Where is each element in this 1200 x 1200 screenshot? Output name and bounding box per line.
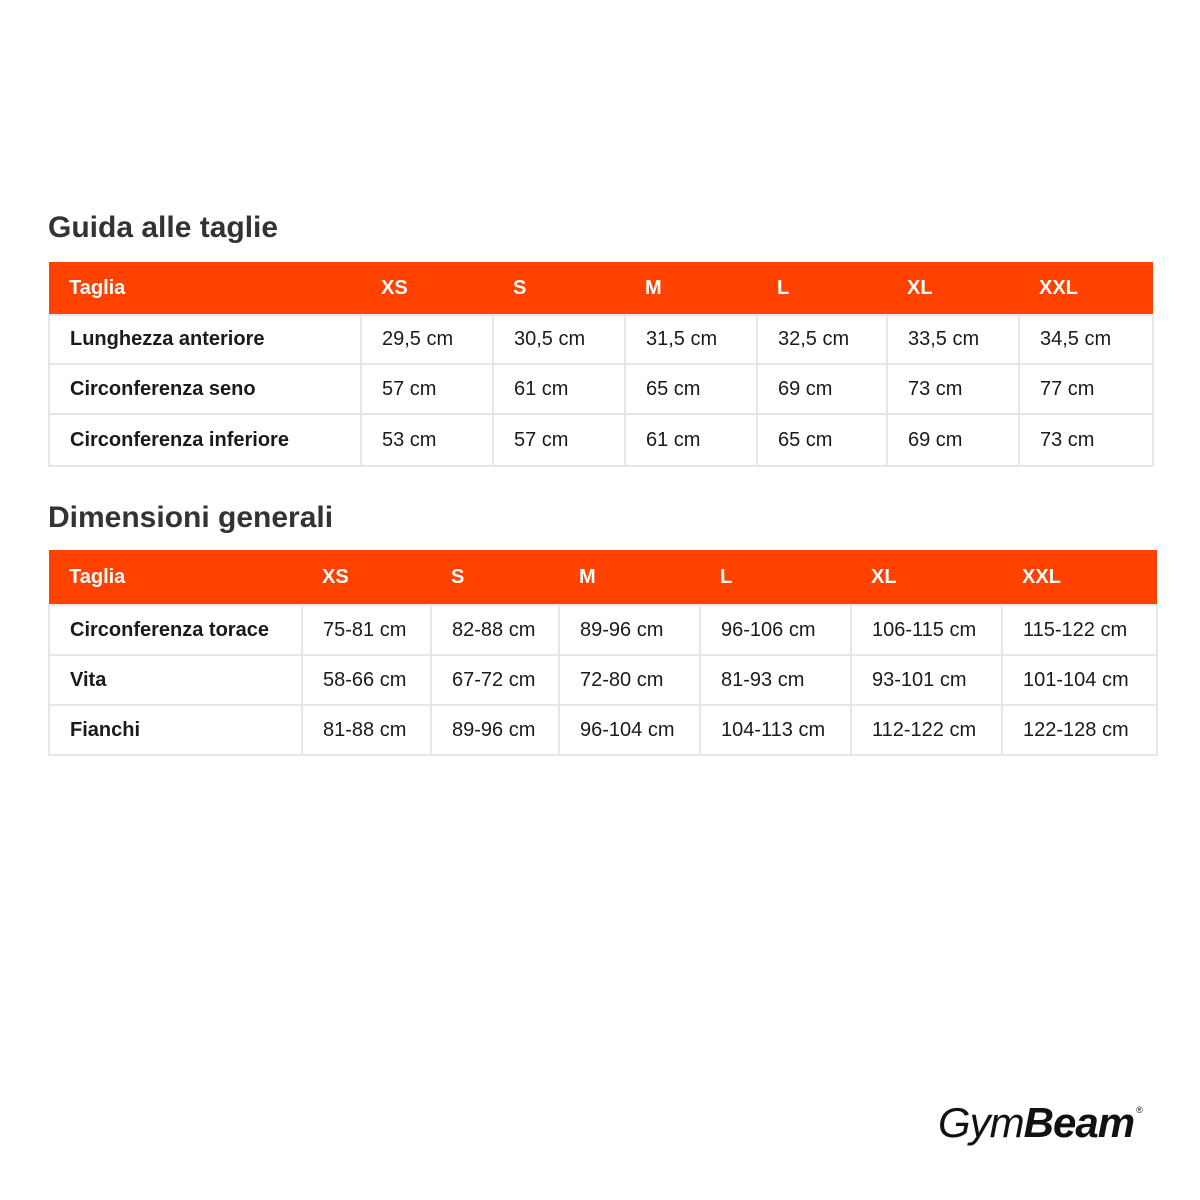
row-label: Lunghezza anteriore — [49, 315, 361, 364]
table-cell: 122-128 cm — [1002, 705, 1157, 755]
header-cell-taglia: Taglia — [49, 262, 361, 315]
table-cell: 89-96 cm — [559, 605, 700, 655]
header-cell-m: M — [559, 550, 700, 605]
header-cell-xxl: XXL — [1002, 550, 1157, 605]
table-cell: 75-81 cm — [302, 605, 431, 655]
table-cell: 106-115 cm — [851, 605, 1002, 655]
table-cell: 61 cm — [493, 364, 625, 414]
table-row — [49, 605, 1157, 655]
table-row — [49, 414, 1153, 466]
general-dimensions-table — [48, 550, 1158, 756]
table-cell: 81-88 cm — [302, 705, 431, 755]
table-row — [49, 705, 1157, 755]
table-cell: 82-88 cm — [431, 605, 559, 655]
table-header-row — [49, 550, 1157, 605]
table-cell: 73 cm — [1019, 414, 1153, 466]
header-cell-xl: XL — [851, 550, 1002, 605]
size-guide-title: Guida alle taglie — [48, 211, 279, 244]
header-cell-xs: XS — [302, 550, 431, 605]
header-cell-s: S — [431, 550, 559, 605]
table-header-row — [49, 262, 1153, 315]
table-cell: 115-122 cm — [1002, 605, 1157, 655]
table-cell: 93-101 cm — [851, 655, 1002, 705]
table-cell: 73 cm — [887, 364, 1019, 414]
table-cell: 57 cm — [361, 364, 493, 414]
table-cell: 31,5 cm — [625, 315, 757, 364]
row-label: Vita — [49, 655, 302, 705]
table-cell: 89-96 cm — [431, 705, 559, 755]
table-cell: 29,5 cm — [361, 315, 493, 364]
header-cell-s: S — [493, 262, 625, 315]
table-cell: 33,5 cm — [887, 315, 1019, 364]
table-row — [49, 655, 1157, 705]
table-cell: 112-122 cm — [851, 705, 1002, 755]
header-cell-xl: XL — [887, 262, 1019, 315]
logo-text-beam: Beam — [1023, 1099, 1135, 1146]
table-row — [49, 364, 1153, 414]
row-label: Fianchi — [49, 705, 302, 755]
table-cell: 67-72 cm — [431, 655, 559, 705]
header-cell-l: L — [757, 262, 887, 315]
logo-text-gym: Gym — [938, 1099, 1024, 1146]
table-cell: 34,5 cm — [1019, 315, 1153, 364]
table-cell: 81-93 cm — [700, 655, 851, 705]
registered-mark: ® — [1136, 1105, 1142, 1115]
size-guide-table — [48, 262, 1154, 467]
table-cell: 72-80 cm — [559, 655, 700, 705]
table-cell: 53 cm — [361, 414, 493, 466]
row-label: Circonferenza inferiore — [49, 414, 361, 466]
table-cell: 77 cm — [1019, 364, 1153, 414]
table-cell: 61 cm — [625, 414, 757, 466]
table-cell: 104-113 cm — [700, 705, 851, 755]
table-cell: 96-106 cm — [700, 605, 851, 655]
table-cell: 58-66 cm — [302, 655, 431, 705]
table-cell: 96-104 cm — [559, 705, 700, 755]
table-cell: 65 cm — [757, 414, 887, 466]
header-cell-xs: XS — [361, 262, 493, 315]
table-cell: 101-104 cm — [1002, 655, 1157, 705]
general-dimensions-title: Dimensioni generali — [48, 501, 334, 534]
header-cell-xxl: XXL — [1019, 262, 1153, 315]
table-cell: 32,5 cm — [757, 315, 887, 364]
table-cell: 69 cm — [887, 414, 1019, 466]
row-label: Circonferenza torace — [49, 605, 302, 655]
table-cell: 65 cm — [625, 364, 757, 414]
row-label: Circonferenza seno — [49, 364, 361, 414]
table-cell: 69 cm — [757, 364, 887, 414]
table-cell: 57 cm — [493, 414, 625, 466]
header-cell-taglia: Taglia — [49, 550, 302, 605]
header-cell-l: L — [700, 550, 851, 605]
table-cell: 30,5 cm — [493, 315, 625, 364]
gymbeam-logo — [938, 1099, 1142, 1146]
header-cell-m: M — [625, 262, 757, 315]
table-row — [49, 315, 1153, 364]
